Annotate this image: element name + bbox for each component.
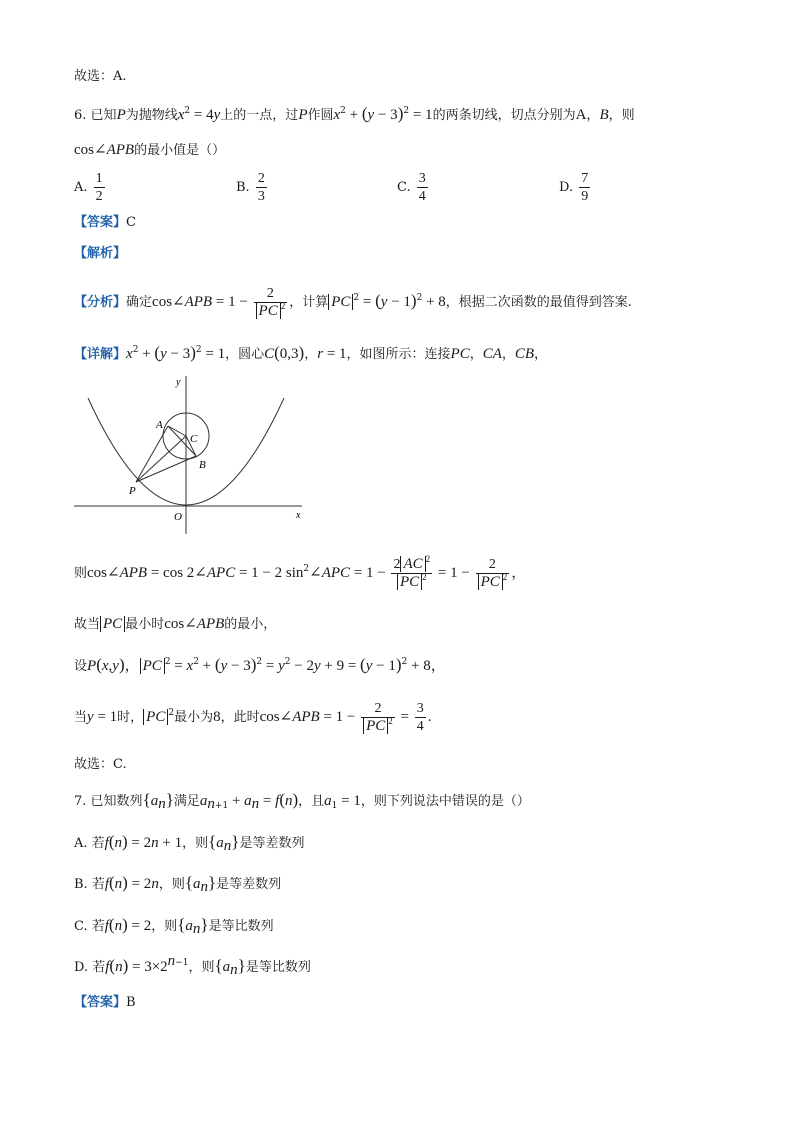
q7-number: 7.	[74, 794, 87, 809]
q6-fenxi: 【分析】确定cos∠APB = 1 − $\frac{2}{PC ^2}$ ，计算 PC $^2 = (y - 1)^2 + 8$，根据二次函数的最值得到答案.	[74, 286, 632, 319]
q6-set-p: 设P(x,y)， PC $^2 = x^2 + (y - 3)^2 = y^2 - 2y + 9 = (y - 1)^2 + 8$，	[74, 655, 446, 674]
q7-stem: 7. 已知数列$\{a_n\}$满足$a_{n+1} + a_n = f(n)$，且$a_1 = 1$，则下列说法中错误的是（）	[74, 790, 530, 812]
label-y: y	[176, 377, 181, 388]
segment-ca	[168, 426, 186, 436]
parabola-circle-figure	[72, 372, 306, 536]
q6-option-d: D. $\frac{7}{9}$	[559, 171, 589, 204]
segment-pb	[136, 456, 196, 482]
q6-option-b: B. $\frac{2}{3}$	[236, 171, 265, 204]
q6-stem-line1: 6. 已知P为抛物线$x^2 = 4y$上的一点，过P作圆$x^2 + (y - 3)^2 = 1$的两条切线，切点分别为A，B，则	[74, 104, 635, 123]
q6-derivation-cos: 则cos∠APB = cos 2∠APC = 1 − 2 $\sin^2\angle APC = 1$ − $\frac{2 AC ^2}{PC ^2}$ = 1 − $\frac{2}{PC ^2}$ ，	[74, 554, 527, 590]
label-o: O	[174, 511, 182, 523]
q6-answer: 【答案】C	[74, 215, 136, 230]
q7-answer: 【答案】B	[74, 995, 136, 1010]
q7-option-a: A. 若f(n) = 2n + 1，则$\{a_n\}$是等差数列	[74, 832, 305, 854]
answer-tag: 【答案】	[74, 995, 127, 1010]
q7-option-d: D. 若$f(n) = 3\times 2^{n-1}$，则$\{a_n\}$是等比数列	[74, 953, 311, 978]
q6-number: 6.	[74, 108, 87, 123]
q7-option-b: B. 若f(n) = 2n，则$\{a_n\}$是等差数列	[74, 873, 282, 895]
q6-option-a-fraction: $\frac{1}{2}$	[95, 171, 103, 204]
label-a: A	[156, 419, 163, 431]
q6-stem-line2: cos∠APB的最小值是（）	[74, 142, 226, 158]
q6-analysis-tag: 【解析】	[74, 246, 127, 261]
q6-option-b-fraction: $\frac{2}{3}$	[257, 171, 265, 204]
q6-option-c: C. $\frac{3}{4}$	[397, 171, 426, 204]
q6-option-a: A. $\frac{1}{2}$	[74, 171, 103, 204]
q6-conclusion: 故选：C.	[74, 757, 127, 772]
label-x: x	[296, 510, 301, 521]
q6-when-y: 当y = 1时， PC $^2$最小为8，此时cos∠APB = 1 − $\frac{2}{PC ^2}$ = $\frac{3}{4}$ .	[74, 701, 432, 734]
label-p: P	[129, 485, 136, 497]
q6-option-c-fraction: $\frac{3}{4}$	[418, 171, 426, 204]
q6-when-min: 故当 PC 最小时cos∠APB的最小，	[74, 616, 277, 632]
label-b: B	[199, 459, 206, 471]
q5-conclusion: 故选：A.	[74, 69, 127, 84]
segment-pa	[136, 426, 168, 482]
q6-detail: 【详解】$x^2 + (y - 3)^2 = 1$，圆心C(0,3)，r = 1，如图所示：连接PC，CA，CB，	[74, 343, 548, 362]
segment-pc	[136, 436, 186, 482]
q7-option-c: C. 若f(n) = 2，则$\{a_n\}$是等比数列	[74, 915, 274, 937]
label-c: C	[190, 433, 198, 445]
q6-option-d-fraction: $\frac{7}{9}$	[581, 171, 589, 204]
answer-tag: 【答案】	[74, 215, 127, 230]
